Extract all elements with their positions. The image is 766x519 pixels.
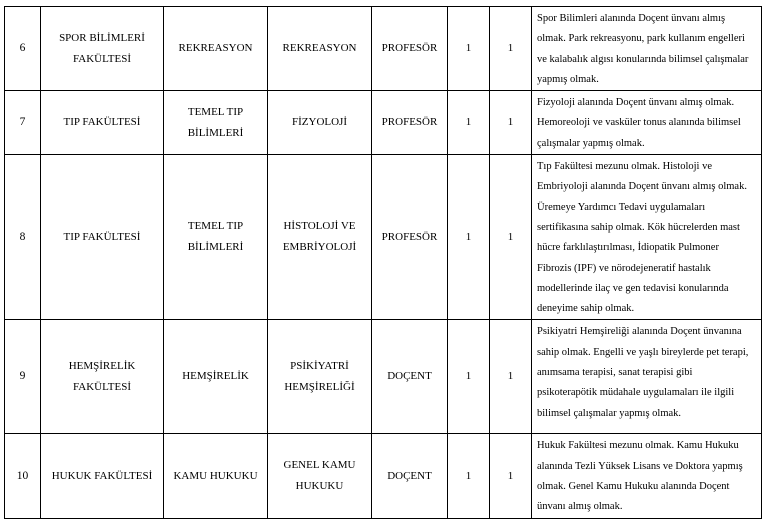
faculty-line: HEMŞİRELİK [68, 359, 136, 372]
count-b-cell: 1 [490, 320, 532, 434]
faculty-line: HUKUK FAKÜLTESİ [51, 469, 153, 482]
row-number: 6 [5, 7, 41, 91]
title-cell: DOÇENT [372, 434, 448, 518]
faculty-cell [41, 320, 164, 434]
title-cell: PROFESÖR [372, 155, 448, 320]
count-a-cell: 1 [448, 7, 490, 91]
faculty-line: FAKÜLTESİ [72, 380, 132, 393]
faculty-cell [41, 155, 164, 320]
table-row [5, 7, 762, 91]
department-line: HEMŞİRELİK [182, 370, 249, 383]
title-cell: DOÇENT [372, 320, 448, 434]
count-a-cell: 1 [448, 91, 490, 155]
program-line: REKREASYON [282, 42, 357, 55]
faculty-cell [41, 7, 164, 91]
faculty-line: TIP FAKÜLTESİ [63, 116, 141, 129]
program-cell [268, 434, 372, 518]
program-line: EMBRİYOLOJİ [282, 241, 357, 254]
program-cell [268, 155, 372, 320]
faculty-line: FAKÜLTESİ [72, 52, 132, 65]
faculty-cell [41, 434, 164, 518]
department-cell [164, 434, 268, 518]
table-row [5, 434, 762, 518]
row-number: 8 [5, 155, 41, 320]
description-cell: Fizyoloji alanında Doçent ünvanı almış olmak. Hemoreoloji ve vasküler tonus alanında bilimsel çalışmalar yapmış olmak. [532, 91, 762, 155]
position-table [4, 6, 762, 519]
department-line: TEMEL TIP [187, 220, 244, 233]
count-b-cell: 1 [490, 7, 532, 91]
program-line: PSİKİYATRİ [290, 359, 349, 372]
department-line: BİLİMLERİ [187, 241, 244, 254]
table-row [5, 155, 762, 320]
department-cell [164, 7, 268, 91]
title-cell: PROFESÖR [372, 7, 448, 91]
program-line: GENEL KAMU [283, 459, 356, 472]
department-cell [164, 91, 268, 155]
program-line: HİSTOLOJİ VE [283, 220, 356, 233]
count-b-cell: 1 [490, 434, 532, 518]
description-cell: Spor Bilimleri alanında Doçent ünvanı almış olmak. Park rekreasyonu, park kullanım engelleri ve kalabalık algısı konularında bilimsel çalışmalar yapmış olmak. [532, 7, 762, 91]
faculty-line: SPOR BİLİMLERİ [59, 31, 145, 44]
description-cell: Hukuk Fakültesi mezunu olmak. Kamu Hukuku alanında Tezli Yüksek Lisans ve Doktora yapmış olmak. Genel Kamu Hukuku alanında Doçent ünvanı almış olmak. [532, 434, 762, 518]
row-number: 9 [5, 320, 41, 434]
department-line: TEMEL TIP [187, 105, 244, 118]
title-cell: PROFESÖR [372, 91, 448, 155]
program-cell [268, 91, 372, 155]
department-cell [164, 320, 268, 434]
program-line: HEMŞİRELİĞİ [284, 380, 355, 393]
department-line: KAMU HUKUKU [173, 469, 258, 482]
count-a-cell: 1 [448, 155, 490, 320]
department-cell [164, 155, 268, 320]
program-line: FİZYOLOJİ [292, 116, 347, 129]
count-b-cell: 1 [490, 155, 532, 320]
faculty-line: TIP FAKÜLTESİ [63, 230, 141, 243]
program-line: HUKUKU [295, 480, 344, 493]
description-cell: Psikiyatri Hemşireliği alanında Doçent ünvanına sahip olmak. Engelli ve yaşlı bireylerde pet terapi, anımsama terapisi, sanat terapisi gibi psikoterapötik müdahale uygulamaları ile ilgili bilimsel çalışmalar yapmış olmak. [532, 320, 762, 434]
count-a-cell: 1 [448, 320, 490, 434]
count-b-cell: 1 [490, 91, 532, 155]
faculty-cell [41, 91, 164, 155]
table-row [5, 91, 762, 155]
program-cell [268, 7, 372, 91]
row-number: 10 [5, 434, 41, 518]
department-line: BİLİMLERİ [187, 126, 244, 139]
row-number: 7 [5, 91, 41, 155]
description-cell: Tıp Fakültesi mezunu olmak. Histoloji ve Embriyoloji alanında Doçent ünvanı almış olmak. Üremeye Yardımcı Tedavi uygulamaları sertifikasına sahip olmak. Kök hücrelerden mast hücre farklılaştırılması, İdiopatik Pulmoner Fibrozis (IPF) ve nörodejeneratif hastalık modellerinde ilaç ve gen tedavisi konularında deneyime sahip olmak. [532, 155, 762, 320]
program-cell [268, 320, 372, 434]
department-line: REKREASYON [178, 42, 253, 55]
table-row [5, 320, 762, 434]
count-a-cell: 1 [448, 434, 490, 518]
